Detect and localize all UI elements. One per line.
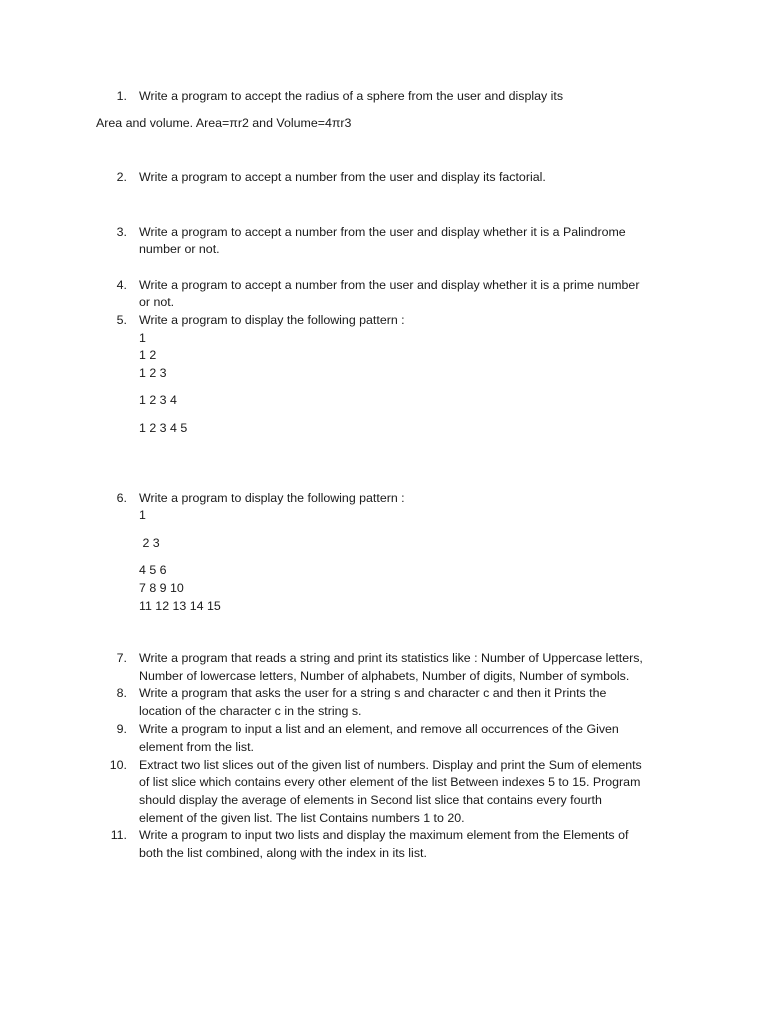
item-text: Write a program to display the following pattern : [139,491,405,505]
item-text: Number of lowercase letters, Number of alphabets, Number of digits, Number of symbols. [139,669,630,683]
item-text: Write a program to display the following pattern : [139,313,405,327]
item-text: or not. [139,295,175,309]
item-number: 10. [109,758,127,772]
item-text: both the list combined, along with the index in its list. [139,846,427,860]
item-number: 6. [116,491,127,505]
pattern-line: 1 [139,331,146,345]
item-number: 2. [116,170,127,184]
item-number: 9. [116,722,127,736]
item-text: of list slice which contains every other element of the list Between indexes 5 to 15. Program [139,775,641,789]
item-text: element from the list. [139,740,255,754]
item-number: 3. [116,225,127,239]
item-number: 4. [116,278,127,292]
item-number: 1. [116,89,127,103]
item-text: Extract two list slices out of the given list of numbers. Display and print the Sum of elements [139,758,642,772]
item-text: Write a program to accept the radius of a sphere from the user and display its [139,89,564,103]
pattern-line: 1 2 3 4 5 [139,421,188,435]
item-continuation: Area and volume. Area=πr2 and Volume=4πr3 [96,116,352,130]
pattern-line: 2 3 [139,536,160,550]
pattern-line: 7 8 9 10 [139,581,184,595]
pattern-line: 1 2 3 4 [139,393,177,407]
item-text: element of the given list. The list Contains numbers 1 to 20. [139,811,465,825]
item-text: Write a program to input two lists and display the maximum element from the Elements of [139,828,629,842]
item-text: should display the average of elements in Second list slice that contains every fourth [139,793,602,807]
item-text: Write a program to input a list and an element, and remove all occurrences of the Given [139,722,619,736]
item-text: number or not. [139,242,220,256]
pattern-line: 1 [139,508,146,522]
item-text: Write a program to accept a number from the user and display whether it is a prime number [139,278,640,292]
item-text: Write a program that reads a string and print its statistics like : Number of Uppercase letters, [139,651,643,665]
item-number: 5. [116,313,127,327]
item-text: location of the character c in the string s. [139,704,362,718]
item-text: Write a program to accept a number from the user and display its factorial. [139,170,546,184]
item-text: Write a program that asks the user for a string s and character c and then it Prints the [139,686,607,700]
pattern-line: 1 2 [139,348,157,362]
item-number: 7. [116,651,127,665]
item-text: Write a program to accept a number from the user and display whether it is a Palindrome [139,225,626,239]
pattern-line: 1 2 3 [139,366,167,380]
item-number: 11. [110,828,127,842]
pattern-line: 11 12 13 14 15 [139,599,221,613]
pattern-line: 4 5 6 [139,563,167,577]
item-number: 8. [116,686,127,700]
